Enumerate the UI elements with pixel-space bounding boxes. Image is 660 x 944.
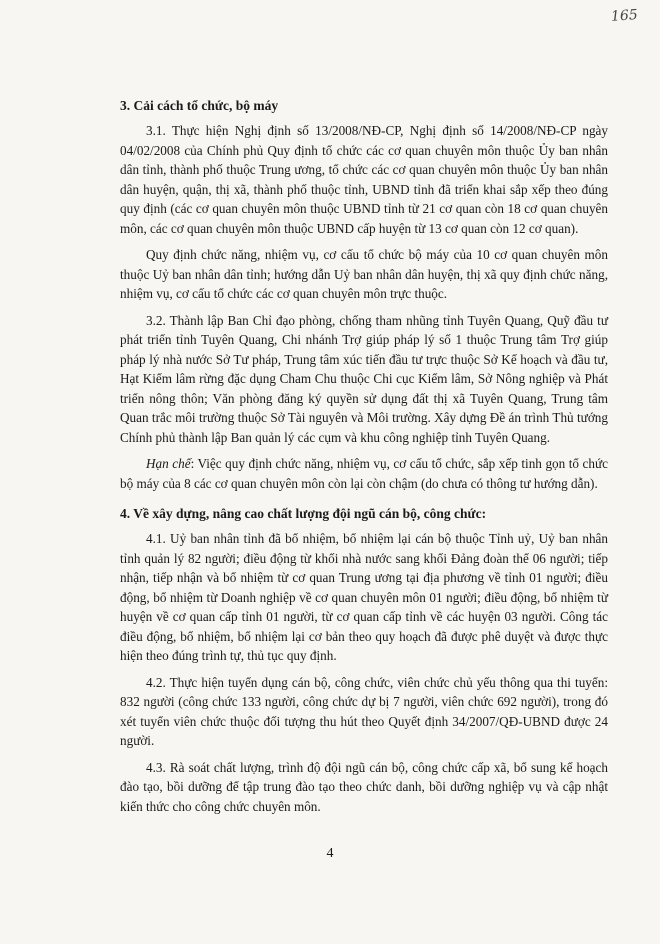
section-4-paragraph-1: 4.1. Uỷ ban nhân tỉnh đã bổ nhiệm, bổ nhiệm lại cán bộ thuộc Tỉnh uỷ, Uỷ ban nhân tỉnh quản lý 82 người; điều động từ khối nhà nước sang khối Đảng đoàn thể 06 người; tiếp nhận, tiếp nhận và bổ nhiệm từ cơ quan Trung ương tại địa phương về tỉnh 01 người; điều động, bổ nhiệm từ Doanh nghiệp về cơ quan chuyên môn 01 người; điều động, bổ nhiệm từ huyện về cơ quan cấp tỉnh 01 người, từ cơ quan cấp tỉnh về các huyện 03 người. Công tác điều động, bổ nhiệm, bổ nhiệm lại cơ bản theo quy hoạch đã được phê duyệt và được thực hiện theo đúng trình tự, thủ tục quy định.	[120, 531, 608, 663]
limitation-label: Hạn chế	[146, 456, 191, 471]
page-number: 4	[326, 846, 334, 861]
section-3-limitation	[120, 454, 608, 493]
section-4-heading: 4. Về xây dựng, nâng cao chất lượng đội ngũ cán bộ, công chức:	[120, 506, 487, 521]
section-3-paragraph-1: 3.1. Thực hiện Nghị định số 13/2008/NĐ-CP, Nghị định số 14/2008/NĐ-CP ngày 04/02/2008 của Chính phủ Quy định tổ chức các cơ quan chuyên môn thuộc Ủy ban nhân dân tỉnh, thành phố thuộc Trung ương, tổ chức các cơ quan chuyên môn thuộc Ủy ban nhân dân huyện, quận, thị xã, thành phố thuộc tỉnh, UBND tỉnh đã triển khai sắp xếp theo đúng quy định (các cơ quan chuyên môn thuộc UBND tỉnh từ 21 cơ quan còn 18 cơ quan chuyên môn, các cơ quan chuyên môn thuộc UBND cấp huyện từ 13 cơ quan còn 12 cơ quan).	[120, 123, 608, 236]
section-4-paragraph-2: 4.2. Thực hiện tuyển dụng cán bộ, công chức, viên chức chủ yếu thông qua thi tuyển: 832 người (công chức 133 người, công chức dự bị 7 người, viên chức 692 người), trong đó xét tuyển viên chức thuộc đối tượng thu hút theo Quyết định 34/2007/QĐ-UBND được 24 người.	[120, 674, 608, 748]
limitation-text: : Việc quy định chức năng, nhiệm vụ, cơ cấu tổ chức, sắp xếp tinh gọn tổ chức bộ máy của 8 các cơ quan chuyên môn còn lại còn chậm (do chưa có thông tư hướng dẫn).	[120, 456, 608, 491]
section-3-heading: 3. Cải cách tổ chức, bộ máy	[120, 98, 279, 113]
handwritten-page-mark: 165	[610, 7, 639, 25]
section-3-paragraph-3: 3.2. Thành lập Ban Chỉ đạo phòng, chống tham nhũng tỉnh Tuyên Quang, Quỹ đầu tư phát triển tỉnh Tuyên Quang, Chi nhánh Trợ giúp pháp lý số 1 thuộc Trung tâm Trợ giúp pháp lý nhà nước Sở Tư pháp, Trung tâm xúc tiến đầu tư trực thuộc Sở Kế hoạch và đầu tư, Hạt Kiểm lâm rừng đặc dụng Cham Chu thuộc Chi cục Kiểm lâm, Sở Nông nghiệp và Phát triển nông thôn; Văn phòng đăng ký quyền sử dụng đất thị xã Tuyên Quang, Trung tâm Quan trắc môi trường thuộc Sở Tài nguyên và Môi trường. Xây dựng Đề án trình Thủ tướng Chính phủ thành lập Ban quản lý các cụm và khu công nghiệp tỉnh Tuyên Quang.	[120, 312, 608, 445]
section-3-paragraph-2: Quy định chức năng, nhiệm vụ, cơ cấu tổ chức bộ máy của 10 cơ quan chuyên môn thuộc Uỷ ban nhân dân tỉnh; hướng dẫn Uỷ ban nhân dân huyện, thị xã quy định chức năng, nhiệm vụ, cơ cấu tổ chức các cơ quan chuyên môn trực thuộc.	[120, 247, 608, 301]
document-body	[120, 97, 608, 823]
section-4-paragraph-3: 4.3. Rà soát chất lượng, trình độ đội ngũ cán bộ, công chức cấp xã, bổ sung kế hoạch đào tạo, bồi dưỡng để tập trung đào tạo theo chức danh, bồi dưỡng nghiệp vụ và cập nhật kiến thức cho công chức chuyên môn.	[120, 759, 608, 814]
